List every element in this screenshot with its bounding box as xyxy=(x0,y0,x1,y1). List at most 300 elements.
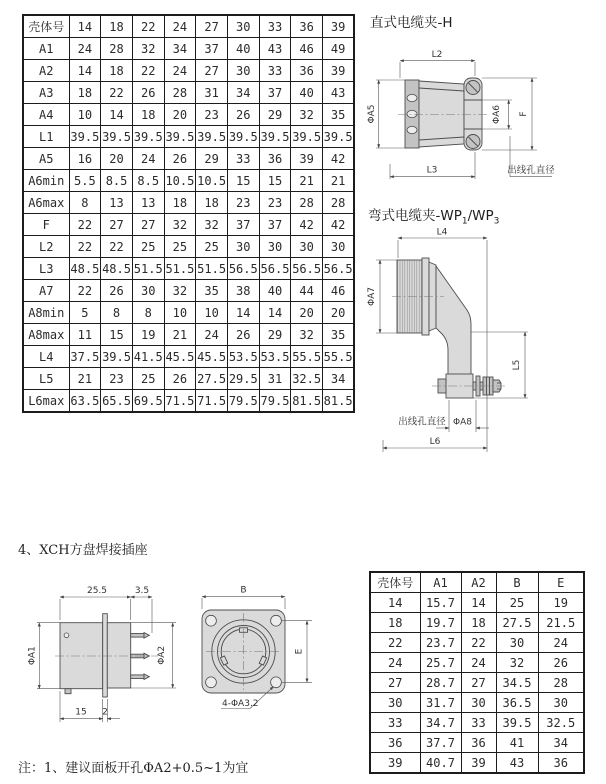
table-row xyxy=(23,280,354,302)
table-cell: 26 xyxy=(538,653,584,673)
table-cell: 46 xyxy=(291,38,323,60)
table-cell: 55.5 xyxy=(323,346,355,368)
table-row xyxy=(23,38,354,60)
table-cell: 39.5 xyxy=(323,126,355,148)
table-cell: E xyxy=(538,572,584,593)
table-cell: 43 xyxy=(259,38,291,60)
table-cell: 27 xyxy=(132,214,164,236)
table-cell: 29 xyxy=(259,324,291,346)
table-cell: 30 xyxy=(291,236,323,258)
table-cell: 8.5 xyxy=(101,170,133,192)
table-cell: 25 xyxy=(496,593,538,613)
table-cell: 36 xyxy=(259,148,291,170)
table-cell: 56.5 xyxy=(323,258,355,280)
table-cell: 39.5 xyxy=(132,126,164,148)
table-cell: 56.5 xyxy=(291,258,323,280)
table-cell: 15 xyxy=(227,170,259,192)
table-cell: 40.7 xyxy=(420,753,461,774)
table-cell: 22 xyxy=(132,60,164,82)
table-cell: 23.7 xyxy=(420,633,461,653)
table-cell: 39 xyxy=(323,15,355,38)
table-cell: 21.5 xyxy=(538,613,584,633)
table-row xyxy=(370,593,584,613)
table-cell: 20 xyxy=(101,148,133,170)
table-cell: 10 xyxy=(164,302,196,324)
table-cell: 20 xyxy=(164,104,196,126)
table-cell: A6max xyxy=(23,192,69,214)
table-cell: 30 xyxy=(370,693,420,713)
table-cell: 26 xyxy=(227,104,259,126)
table-cell: 26 xyxy=(101,280,133,302)
table-cell: 39.5 xyxy=(164,126,196,148)
table-cell: 39.5 xyxy=(101,346,133,368)
table-cell: 30 xyxy=(461,693,496,713)
bent-clamp-title-sub3: 3 xyxy=(493,216,500,227)
table-cell: 22 xyxy=(132,15,164,38)
dim-f: F xyxy=(519,111,529,117)
table-cell: 42 xyxy=(323,214,355,236)
bent-clamp-title-slash: /WP xyxy=(467,208,494,224)
table-cell: 33 xyxy=(259,60,291,82)
table-cell: 32 xyxy=(132,38,164,60)
table-cell: 40 xyxy=(227,38,259,60)
table-cell: 49 xyxy=(323,38,355,60)
table-cell: 28 xyxy=(291,192,323,214)
table-cell: 30 xyxy=(132,280,164,302)
table-cell: 32 xyxy=(291,324,323,346)
table-row xyxy=(23,192,354,214)
table-cell: 39 xyxy=(461,753,496,774)
table-cell: 31.7 xyxy=(420,693,461,713)
table-row xyxy=(370,693,584,713)
table-cell: 36 xyxy=(291,15,323,38)
table-cell: 45.5 xyxy=(164,346,196,368)
table-cell: 34 xyxy=(227,82,259,104)
table-cell: 10.5 xyxy=(164,170,196,192)
xch-dimension-table xyxy=(369,571,585,774)
table-cell: 34.7 xyxy=(420,713,461,733)
table-cell: 39.5 xyxy=(259,126,291,148)
table-row xyxy=(370,633,584,653)
table-cell: 29 xyxy=(259,104,291,126)
table-cell: 18 xyxy=(461,613,496,633)
dim-a5: ΦA5 xyxy=(367,104,377,124)
table-cell: 10 xyxy=(69,104,101,126)
table-cell: L3 xyxy=(23,258,69,280)
table-cell: 36 xyxy=(291,60,323,82)
dim-l5: L5 xyxy=(512,359,522,371)
bent-clamp-title xyxy=(368,204,499,227)
table-cell: 42 xyxy=(291,214,323,236)
shell-dimension-table xyxy=(22,14,355,413)
table-cell: 19 xyxy=(132,324,164,346)
table-cell: 16 xyxy=(69,148,101,170)
table-row xyxy=(23,170,354,192)
table-cell: 13 xyxy=(101,192,133,214)
table-cell: 24 xyxy=(196,324,228,346)
dim-b: B xyxy=(240,585,247,596)
table-row xyxy=(370,572,584,593)
bent-clamp-title-main: 弯式电缆夹-WP xyxy=(368,208,462,224)
table-cell: 33 xyxy=(461,713,496,733)
table-cell: A8min xyxy=(23,302,69,324)
table-cell: A3 xyxy=(23,82,69,104)
table-row xyxy=(23,15,354,38)
table-cell: 26 xyxy=(164,368,196,390)
table-cell: 29 xyxy=(196,148,228,170)
mount-hole xyxy=(271,615,282,626)
table-cell: 25 xyxy=(132,236,164,258)
table-cell: 23 xyxy=(101,368,133,390)
table-cell: 71.5 xyxy=(196,390,228,413)
bent-clamp-title-sub1: 1 xyxy=(461,216,468,227)
table-cell: 26 xyxy=(132,82,164,104)
table-cell: L6max xyxy=(23,390,69,413)
xch-front-view-drawing xyxy=(195,582,330,732)
table-cell: 25 xyxy=(196,236,228,258)
table-cell: 40 xyxy=(259,280,291,302)
table-cell: 21 xyxy=(323,170,355,192)
table-cell: 5.5 xyxy=(69,170,101,192)
table-cell: 39 xyxy=(370,753,420,774)
table-row xyxy=(370,713,584,733)
table-cell: 38 xyxy=(227,280,259,302)
table-cell: 18 xyxy=(101,15,133,38)
dim-a2: ΦA2 xyxy=(157,645,167,665)
table-cell: 44 xyxy=(291,280,323,302)
table-cell: 51.5 xyxy=(164,258,196,280)
dim-l3: L3 xyxy=(426,165,438,176)
table-cell: 24 xyxy=(69,38,101,60)
table-cell: 27.5 xyxy=(196,368,228,390)
table-cell: 35 xyxy=(196,280,228,302)
table-cell: 48.5 xyxy=(101,258,133,280)
table-cell: 10.5 xyxy=(196,170,228,192)
table-cell: 71.5 xyxy=(164,390,196,413)
table-cell: 51.5 xyxy=(132,258,164,280)
table-cell: 34 xyxy=(164,38,196,60)
table-cell: 8.5 xyxy=(132,170,164,192)
table-cell: 15 xyxy=(259,170,291,192)
table-cell: 22 xyxy=(69,236,101,258)
table-cell: 39.5 xyxy=(291,126,323,148)
table-row xyxy=(23,324,354,346)
table-cell: 36.5 xyxy=(496,693,538,713)
table-cell: 27 xyxy=(196,15,228,38)
table-cell: 39.5 xyxy=(196,126,228,148)
table-cell: 32 xyxy=(196,214,228,236)
table-cell: 27 xyxy=(101,214,133,236)
table-cell: 79.5 xyxy=(227,390,259,413)
table-cell: 28 xyxy=(538,673,584,693)
table-cell: A4 xyxy=(23,104,69,126)
table-cell: 30 xyxy=(227,60,259,82)
table-cell: 21 xyxy=(69,368,101,390)
outlet-hole-label: 出线孔直径 xyxy=(507,165,555,176)
table-cell: 24 xyxy=(538,633,584,653)
table-cell: 32.5 xyxy=(291,368,323,390)
table-cell: 39.5 xyxy=(496,713,538,733)
socket-front-body xyxy=(107,623,130,688)
table-cell: 5 xyxy=(69,302,101,324)
dim-e: E xyxy=(294,648,305,655)
table-cell: 45.5 xyxy=(196,346,228,368)
table-cell: 36 xyxy=(370,733,420,753)
table-cell: 23 xyxy=(196,104,228,126)
table-cell: L1 xyxy=(23,126,69,148)
table-row xyxy=(23,126,354,148)
table-cell: 32 xyxy=(496,653,538,673)
table-cell: 43 xyxy=(323,82,355,104)
table-row xyxy=(23,104,354,126)
table-cell: 19 xyxy=(538,593,584,613)
table-cell: 55.5 xyxy=(291,346,323,368)
bent-clamp-drawing xyxy=(367,227,550,458)
table-cell: A6min xyxy=(23,170,69,192)
table-cell: 31 xyxy=(259,368,291,390)
mount-hole xyxy=(271,677,282,688)
mount-hole xyxy=(206,677,217,688)
table-cell: 48.5 xyxy=(69,258,101,280)
table-cell: 39.5 xyxy=(101,126,133,148)
table-cell: 8 xyxy=(101,302,133,324)
table-cell: 31 xyxy=(196,82,228,104)
table-cell: 34 xyxy=(323,368,355,390)
table-cell: A1 xyxy=(23,38,69,60)
dim-l2: L2 xyxy=(431,50,443,60)
table-cell: 56.5 xyxy=(227,258,259,280)
dim-l4: L4 xyxy=(436,227,448,238)
straight-clamp-title: 直式电缆夹-H xyxy=(370,15,453,31)
table-cell: 27 xyxy=(461,673,496,693)
table-row xyxy=(370,673,584,693)
table-cell: 18 xyxy=(164,192,196,214)
table-cell: 8 xyxy=(69,192,101,214)
table-cell: 18 xyxy=(132,104,164,126)
table-cell: B xyxy=(496,572,538,593)
table-cell: 27 xyxy=(196,60,228,82)
table-cell: 22 xyxy=(370,633,420,653)
dim-holes: 4-ΦA3.2 xyxy=(222,699,259,709)
table-row xyxy=(370,613,584,633)
table-cell: 24 xyxy=(461,653,496,673)
table-cell: 41.5 xyxy=(132,346,164,368)
table-cell: 30 xyxy=(227,236,259,258)
socket-flange xyxy=(103,614,108,697)
table-cell: 37.7 xyxy=(420,733,461,753)
dim-a6: ΦA6 xyxy=(492,105,502,124)
table-cell: 21 xyxy=(291,170,323,192)
table-cell: 24 xyxy=(370,653,420,673)
table-cell: A2 xyxy=(461,572,496,593)
table-cell: L2 xyxy=(23,236,69,258)
xch-side-view-drawing xyxy=(27,582,180,724)
table-cell: 65.5 xyxy=(101,390,133,413)
dim-a1: ΦA1 xyxy=(27,646,38,666)
table-cell: 32 xyxy=(164,280,196,302)
table-cell: 14 xyxy=(259,302,291,324)
table-cell: 51.5 xyxy=(196,258,228,280)
table-cell: 37 xyxy=(259,214,291,236)
table-cell: 19.7 xyxy=(420,613,461,633)
table-cell: 30 xyxy=(227,15,259,38)
table-cell: 39 xyxy=(291,148,323,170)
table-cell: 40 xyxy=(291,82,323,104)
table-cell: 26 xyxy=(164,148,196,170)
dim-l6: L6 xyxy=(429,437,441,447)
table-cell: L4 xyxy=(23,346,69,368)
table-row xyxy=(23,214,354,236)
table-cell: 14 xyxy=(370,593,420,613)
table-row xyxy=(23,82,354,104)
table-cell: 32 xyxy=(291,104,323,126)
table-cell: 22 xyxy=(101,236,133,258)
table-cell: 35 xyxy=(323,324,355,346)
table-cell: 22 xyxy=(101,82,133,104)
table-cell: 25 xyxy=(164,236,196,258)
table-cell: 30 xyxy=(496,633,538,653)
table-cell: A7 xyxy=(23,280,69,302)
xch-section-title: 4、XCH方盘焊接插座 xyxy=(18,543,148,558)
table-cell: 81.5 xyxy=(323,390,355,413)
straight-clamp-drawing xyxy=(367,48,560,188)
table-row xyxy=(23,302,354,324)
table-cell: 53.5 xyxy=(259,346,291,368)
table-cell: 18 xyxy=(101,60,133,82)
mount-hole xyxy=(206,615,217,626)
table-cell: 15 xyxy=(101,324,133,346)
table-cell: 29.5 xyxy=(227,368,259,390)
table-cell: 23 xyxy=(227,192,259,214)
table-row xyxy=(23,368,354,390)
outlet-hole-label: 出线孔直径 xyxy=(398,416,446,428)
table-cell: 33 xyxy=(259,15,291,38)
table-cell: 34 xyxy=(538,733,584,753)
table-row xyxy=(370,653,584,673)
table-cell: 30 xyxy=(323,236,355,258)
table-cell: 42 xyxy=(323,148,355,170)
table-cell: 39.5 xyxy=(227,126,259,148)
table-cell: 25.7 xyxy=(420,653,461,673)
table-row xyxy=(23,346,354,368)
dim-3-5: 3.5 xyxy=(134,586,150,596)
table-cell: 33 xyxy=(227,148,259,170)
table-cell: A5 xyxy=(23,148,69,170)
table-cell: 14 xyxy=(69,60,101,82)
table-cell: 81.5 xyxy=(291,390,323,413)
dim-a8: ΦA8 xyxy=(453,417,472,428)
table-cell: 28 xyxy=(323,192,355,214)
table-cell: 30 xyxy=(259,236,291,258)
table-cell: 32 xyxy=(164,214,196,236)
table-cell: 14 xyxy=(461,593,496,613)
table-cell: 37 xyxy=(196,38,228,60)
table-cell: 22 xyxy=(69,280,101,302)
table-cell: 11 xyxy=(69,324,101,346)
table-cell: 28 xyxy=(164,82,196,104)
table-cell: 18 xyxy=(196,192,228,214)
xch-dimension-table-body xyxy=(370,572,584,773)
table-cell: 37 xyxy=(259,82,291,104)
table-cell: A2 xyxy=(23,60,69,82)
table-cell: 13 xyxy=(132,192,164,214)
table-cell: 32.5 xyxy=(538,713,584,733)
table-cell: 28.7 xyxy=(420,673,461,693)
table-cell: 28 xyxy=(101,38,133,60)
dim-2: 2 xyxy=(102,707,108,718)
table-cell: 14 xyxy=(227,302,259,324)
table-row xyxy=(370,753,584,774)
table-cell: 20 xyxy=(323,302,355,324)
table-cell: 39 xyxy=(323,60,355,82)
table-cell: 27.5 xyxy=(496,613,538,633)
table-cell: 24 xyxy=(164,60,196,82)
table-cell: 33 xyxy=(370,713,420,733)
table-cell: 30 xyxy=(538,693,584,713)
table-row xyxy=(23,258,354,280)
table-cell: 25 xyxy=(132,368,164,390)
table-cell: 43 xyxy=(496,753,538,774)
table-row xyxy=(23,236,354,258)
table-cell: 18 xyxy=(370,613,420,633)
table-cell: 壳体号 xyxy=(23,15,69,38)
table-cell: 24 xyxy=(164,15,196,38)
table-cell: 8 xyxy=(132,302,164,324)
table-cell: A8max xyxy=(23,324,69,346)
table-cell: 27 xyxy=(370,673,420,693)
panel-cutout-note: 注：1、建议面板开孔ΦA2+0.5~1为宜 xyxy=(18,761,249,776)
table-cell: 69.5 xyxy=(132,390,164,413)
table-cell: 22 xyxy=(461,633,496,653)
table-cell: 14 xyxy=(69,15,101,38)
table-cell: 37.5 xyxy=(69,346,101,368)
table-row xyxy=(23,60,354,82)
table-cell: A1 xyxy=(420,572,461,593)
table-cell: 37 xyxy=(227,214,259,236)
table-cell: 46 xyxy=(323,280,355,302)
table-cell: 35 xyxy=(323,104,355,126)
table-row xyxy=(23,390,354,413)
table-row xyxy=(370,733,584,753)
table-cell: L5 xyxy=(23,368,69,390)
dim-a7: ΦA7 xyxy=(367,287,377,306)
table-cell: 18 xyxy=(69,82,101,104)
table-cell: 79.5 xyxy=(259,390,291,413)
table-cell: 10 xyxy=(196,302,228,324)
table-cell: 24 xyxy=(132,148,164,170)
table-cell: 36 xyxy=(538,753,584,774)
table-cell: 26 xyxy=(227,324,259,346)
table-cell: 20 xyxy=(291,302,323,324)
table-row xyxy=(23,148,354,170)
table-cell: 21 xyxy=(164,324,196,346)
dim-15: 15 xyxy=(75,707,87,718)
table-cell: 41 xyxy=(496,733,538,753)
table-cell: 34.5 xyxy=(496,673,538,693)
dim-25-5: 25.5 xyxy=(86,586,108,596)
table-cell: 53.5 xyxy=(227,346,259,368)
table-cell: 39.5 xyxy=(69,126,101,148)
table-cell: 22 xyxy=(69,214,101,236)
table-cell: 壳体号 xyxy=(370,572,420,593)
clamp-elbow xyxy=(436,266,471,376)
table-cell: 14 xyxy=(101,104,133,126)
table-cell: 23 xyxy=(259,192,291,214)
table-cell: F xyxy=(23,214,69,236)
table-cell: 15.7 xyxy=(420,593,461,613)
table-cell: 63.5 xyxy=(69,390,101,413)
shell-dimension-table-body xyxy=(23,15,354,412)
